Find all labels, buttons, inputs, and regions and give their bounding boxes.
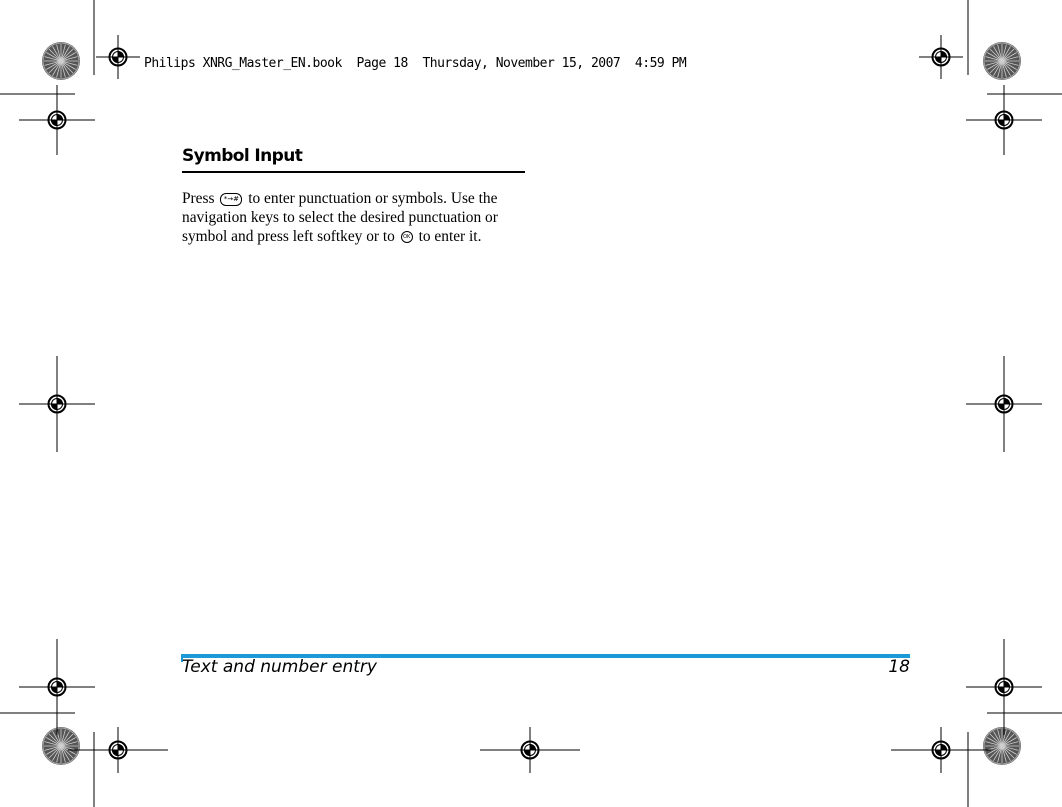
- print-header: [144, 56, 686, 71]
- body-text-part3: to enter it.: [418, 228, 482, 245]
- section-title: Symbol Input: [182, 146, 303, 166]
- body-text-part2: to enter punctuation or symbols. Use the navigation keys to select the desired punctuation or symbol and press left softkey or to: [182, 190, 498, 245]
- title-underline: [182, 171, 525, 173]
- star-hash-key-icon: *→#: [220, 193, 242, 206]
- footer-page-number: 18: [888, 657, 910, 677]
- header-filename: Philips XNRG_Master_EN.book: [144, 56, 342, 71]
- header-page-label: Page 18: [356, 56, 408, 71]
- header-datetime: Thursday, November 15, 2007 4:59 PM: [422, 56, 687, 71]
- body-text-part1: Press: [182, 190, 215, 207]
- ok-key-icon: OK: [401, 231, 413, 243]
- body-paragraph: [182, 189, 528, 246]
- footer-chapter-title: Text and number entry: [182, 657, 377, 677]
